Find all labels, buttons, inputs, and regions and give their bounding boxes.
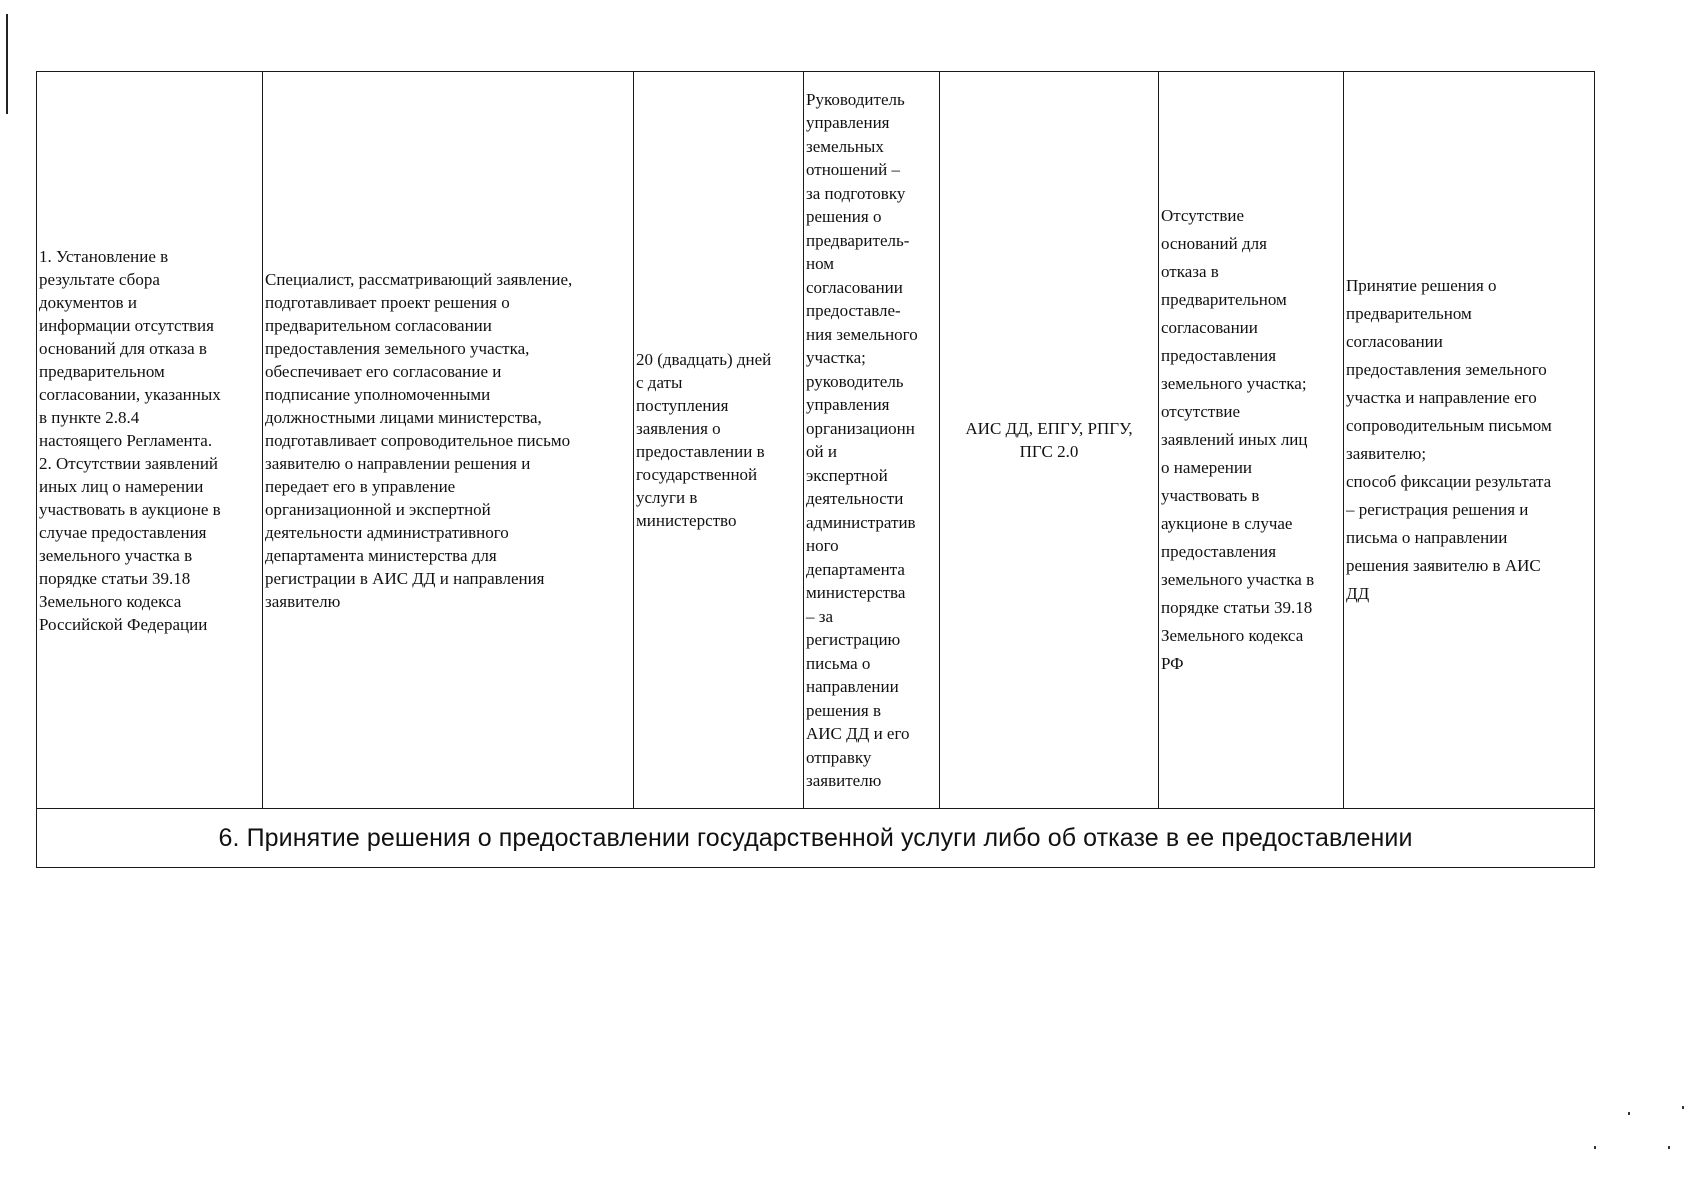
conditions-cell	[1159, 72, 1344, 809]
section-heading: 6. Принятие решения о предоставлении государственной услуги либо об отказе в ее предоставлении	[37, 809, 1595, 868]
procedure-table	[36, 71, 1595, 868]
criteria-text: 1. Установление в результате сбора документов и информации отсутствия оснований для отказа в предварительном согласовании, указанных в пункте 2.8.4 настоящего Регламента. 2. Отсутствии заявлений иных лиц о намерении участвовать в аукционе в случае предоставления земельного участка в порядке статьи 39.18 Земельного кодекса Российской Федерации	[39, 246, 221, 634]
systems-cell	[940, 72, 1159, 809]
result-cell	[1344, 72, 1595, 809]
procedure-row	[37, 72, 1595, 809]
term-text: 20 (двадцать) дней с даты поступления заявления о предоставлении в государственной услуги в министерство	[636, 350, 772, 530]
section-row	[37, 809, 1595, 868]
scan-dot	[1668, 1146, 1670, 1149]
systems-text: АИС ДД, ЕПГУ, РПГУ, ПГС 2.0	[965, 419, 1133, 461]
scan-dot	[1682, 1106, 1684, 1109]
responsible-cell	[804, 72, 940, 809]
actions-cell	[263, 72, 634, 809]
responsible-text: Руководитель управления земельных отношений – за подготовку решения о предваритель- ном согласовании предоставле- ния земельного участка; руководитель управления организационн ой и экспертной деятельности административ ного департамента министерства – за регистрацию письма о направлении решения в АИС ДД и его отправку заявителю	[806, 89, 918, 790]
margin-mark	[6, 14, 8, 114]
criteria-cell	[37, 72, 263, 809]
actions-text: Специалист, рассматривающий заявление, подготавливает проект решения о предварительном согласовании предоставления земельного участка, обеспечивает его согласование и подписание уполномоченными должностными лицами министерства, подготавливает сопроводительное письмо заявителю о направлении решения и передает его в управление организационной и экспертной деятельности административного департамента министерства для регистрации в АИС ДД и направления заявителю	[265, 269, 573, 611]
term-cell	[634, 72, 804, 809]
conditions-text: Отсутствие оснований для отказа в предварительном согласовании предоставления земельного участка; отсутствие заявлений иных лиц о намерении участвовать в аукционе в случае предоставления земельного участка в порядке статьи 39.18 Земельного кодекса РФ	[1161, 206, 1315, 673]
scan-dot	[1594, 1146, 1596, 1149]
result-text: Принятие решения о предварительном согласовании предоставления земельного участка и направление его сопроводительным письмом заявителю; способ фиксации результата – регистрация решения и письма о направлении решения заявителю в АИС ДД	[1346, 276, 1552, 603]
scan-dot	[1628, 1112, 1630, 1115]
